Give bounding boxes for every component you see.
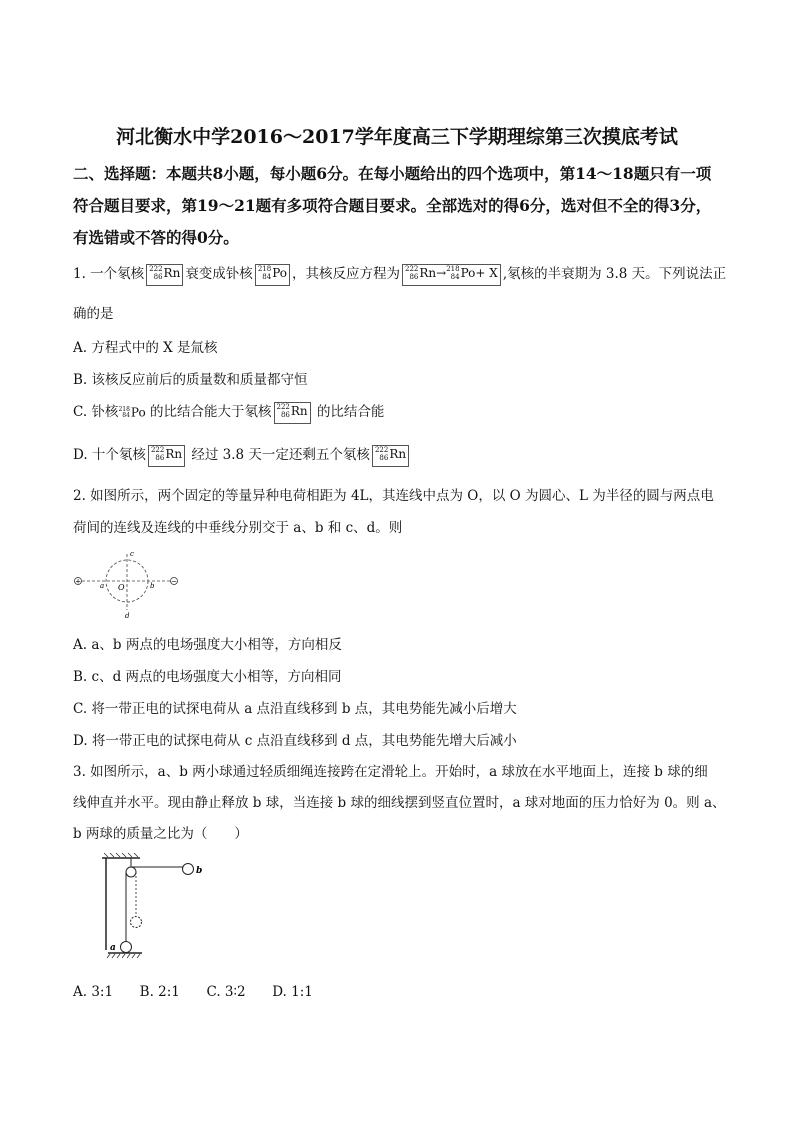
q1-option-a: A. 方程式中的 X 是氚核 [73, 340, 218, 356]
nuclide-rn: 222 86 Rn [372, 445, 409, 467]
point-a-label: a [100, 582, 105, 590]
page-title: 河北衡水中学2016～2017学年度高三下学期理综第三次摸底考试 [116, 126, 678, 148]
negative-charge-label: − [171, 577, 177, 586]
q3-option-c: C. 3∶2 [206, 984, 246, 1000]
pulley [126, 867, 136, 877]
ground-hatching [107, 954, 140, 958]
positive-charge-label: + [75, 577, 81, 586]
q2-option-a: A. a、b 两点的电场强度大小相等，方向相反 [73, 637, 342, 653]
ball-b [183, 864, 194, 875]
ball-b-label: b [196, 866, 203, 876]
q3-figure [100, 852, 215, 967]
nuclide-rn: 222 86 Rn [146, 264, 183, 286]
nuclide-rn: 222 86 Rn [274, 402, 311, 424]
point-o-label: O [118, 583, 125, 592]
q3-option-d: D. 1:1 [272, 984, 313, 1000]
q1-text-3: ，其核反应方程为 [292, 266, 400, 282]
q3-line-3: b 两球的质量之比为（ ） [73, 826, 248, 842]
q2-option-d: D. 将一带正电的试探电荷从 c 点沿直线移到 d 点，其电势能先增大后减小 [73, 733, 517, 749]
q1-line-1 [73, 262, 726, 286]
q1-text-1: 1. 一个氡核 [73, 266, 145, 282]
ball-b-final-position [131, 917, 142, 928]
nuclide-po: 218 84 Po [255, 264, 290, 286]
q3-option-b: B. 2:1 [139, 984, 180, 1000]
ceiling-hatching [104, 853, 138, 857]
q2-option-b: B. c、d 两点的电场强度大小相等，方向相同 [73, 669, 342, 685]
point-c-label: c [130, 550, 134, 558]
section-instructions: 二、选择题：本题共8小题，每小题6分。在每小题给出的四个选项中，第14～18题只有一项符合题目要求，第19～21题有多项符合题目要求。全部选对的得6分，选对但不全的得3分，有选错或不答的得0分。 [73, 164, 712, 247]
point-d-label: d [125, 612, 130, 620]
q1-text-5: 确的是 [73, 306, 114, 322]
nuclear-equation: 222 86 Rn→ 218 84 Po+ X [402, 264, 501, 286]
q1-option-b: B. 该核反应前后的质量数和质量都守恒 [73, 372, 308, 388]
q1-option-c: C. 钋核 218 84 Po 的比结合能大于氡核 222 86 Rn 的比结合能 [73, 400, 384, 424]
q3-line-2: 线伸直并水平。现由静止释放 b 球，当连接 b 球的细线摆到竖直位置时，a 球对地面的压力恰好为 0。则 a、 [73, 795, 726, 811]
q3-line-1: 3. 如图所示，a、b 两小球通过轻质细绳连接跨在定滑轮上。开始时，a 球放在水平地面上，连接 b 球的细 [73, 764, 708, 780]
ball-a [121, 942, 132, 953]
q1-text-4: ,氡核的半衰期为 3.8 天。下列说法正 [502, 266, 727, 282]
q2-option-c: C. 将一带正电的试探电荷从 a 点沿直线移到 b 点，其电势能先减小后增大 [73, 701, 517, 717]
nuclide-rn: 222 86 Rn [148, 445, 185, 467]
q1-option-d: D. 十个氡核 222 86 Rn 经过 3.8 天一定还剩五个氡核 222 86 Rn [73, 443, 411, 467]
ball-a-label: a [110, 943, 116, 953]
q2-line-2: 荷间的连线及连线的中垂线分别交于 a、b 和 c、d。则 [73, 520, 403, 536]
q1-text-2: 衰变成钋核 [185, 266, 253, 282]
q3-option-a: A. 3:1 [73, 984, 114, 1000]
q3-options [73, 984, 313, 1000]
point-b-label: b [150, 582, 155, 590]
q2-line-1: 2. 如图所示，两个固定的等量异种电荷相距为 4L，其连线中点为 O，以 O 为圆心、L 为半径的圆与两点电 [73, 488, 714, 504]
q2-figure [70, 548, 185, 620]
